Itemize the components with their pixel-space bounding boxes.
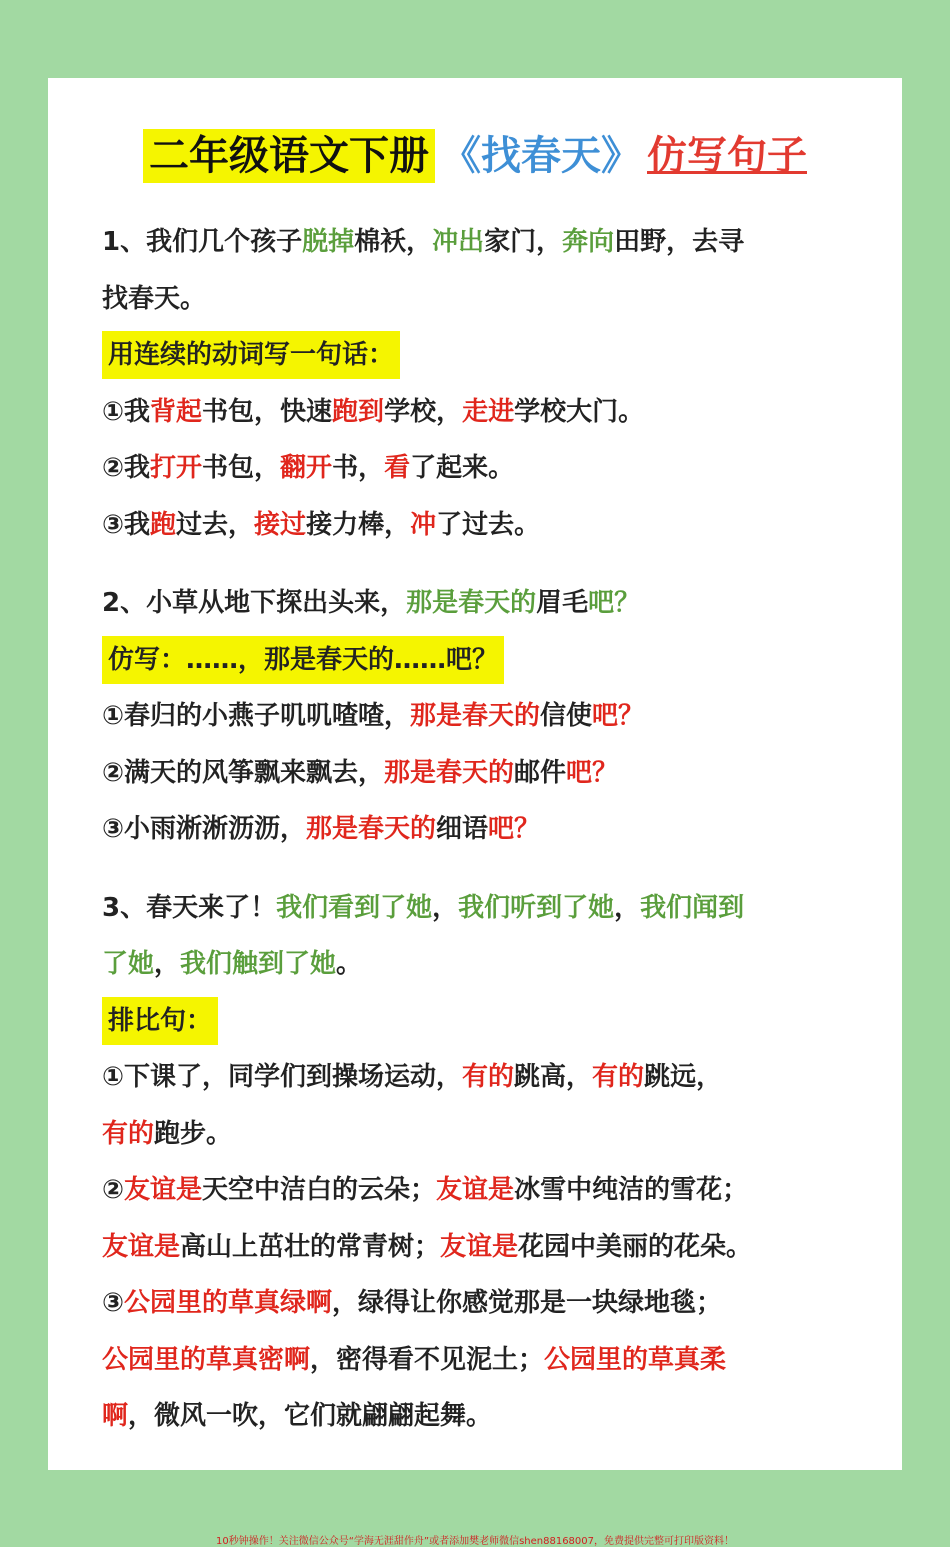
- s3-example-1-line1: ①下课了，同学们到操场运动，有的跳高，有的跳远，: [102, 1062, 723, 1092]
- s3-example-2-line1: ②友谊是天空中洁白的云朵；友谊是冰雪中纯洁的雪花；: [102, 1175, 749, 1205]
- s3-sentence-line2: 了她，我们触到了她。: [102, 949, 363, 979]
- s1-example-1: ①我背起书包，快速跑到学校，走进学校大门。: [102, 396, 645, 427]
- s2-sentence: 2、小草从地下探出头来，那是春天的眉毛吧？: [102, 588, 641, 618]
- s3-example-3-line1: ③公园里的草真绿啊，绿得让你感觉那是一块绿地毯；: [102, 1288, 723, 1318]
- s2-label: 仿写：……，那是春天的……吧？: [102, 636, 504, 684]
- content: [102, 214, 862, 1445]
- s1-label: 用连续的动词写一句话：: [102, 331, 400, 379]
- s3-example-1-line2: 有的跑步。: [102, 1118, 233, 1149]
- footer-notice: 10秒钟操作！关注微信公众号“学海无涯甜作舟”或者添加樊老师微信shen88168007，免费提供完整可打印版资料！: [215, 1536, 735, 1547]
- s2-example-3: ③小雨淅淅沥沥，那是春天的细语吧？: [102, 814, 541, 844]
- s3-example-3-line2: 公园里的草真密啊，密得看不见泥土；公园里的草真柔: [102, 1344, 727, 1375]
- s2-example-2: ②满天的风筝飘来飘去，那是春天的邮件吧？: [102, 757, 619, 788]
- s2-example-1: ①春归的小燕子叽叽喳喳，那是春天的信使吧？: [102, 701, 645, 731]
- title-grade: 二年级语文下册: [143, 129, 435, 183]
- s1-example-3: ③我跑过去，接过接力棒，冲了过去。: [102, 509, 541, 540]
- s1-sentence-line1: 1、我们几个孩子脱掉棉袄，冲出家门，奔向田野，去寻: [102, 227, 745, 257]
- page-title: [48, 126, 902, 186]
- title-topic: 仿写句子: [647, 133, 807, 179]
- s3-sentence-line1: 3、春天来了！我们看到了她，我们听到了她，我们闻到: [102, 892, 745, 923]
- s3-example-3-line3: 啊，微风一吹，它们就翩翩起舞。: [102, 1401, 493, 1431]
- s1-example-2: ②我打开书包，翻开书，看了起来。: [102, 453, 515, 483]
- s3-example-2-line2: 友谊是高山上茁壮的常青树；友谊是花园中美丽的花朵。: [102, 1231, 753, 1262]
- title-lesson: 《找春天》: [441, 133, 641, 179]
- s1-sentence-line2: 找春天。: [102, 283, 207, 314]
- document-card: [48, 78, 902, 1470]
- s3-label: 排比句：: [102, 997, 218, 1045]
